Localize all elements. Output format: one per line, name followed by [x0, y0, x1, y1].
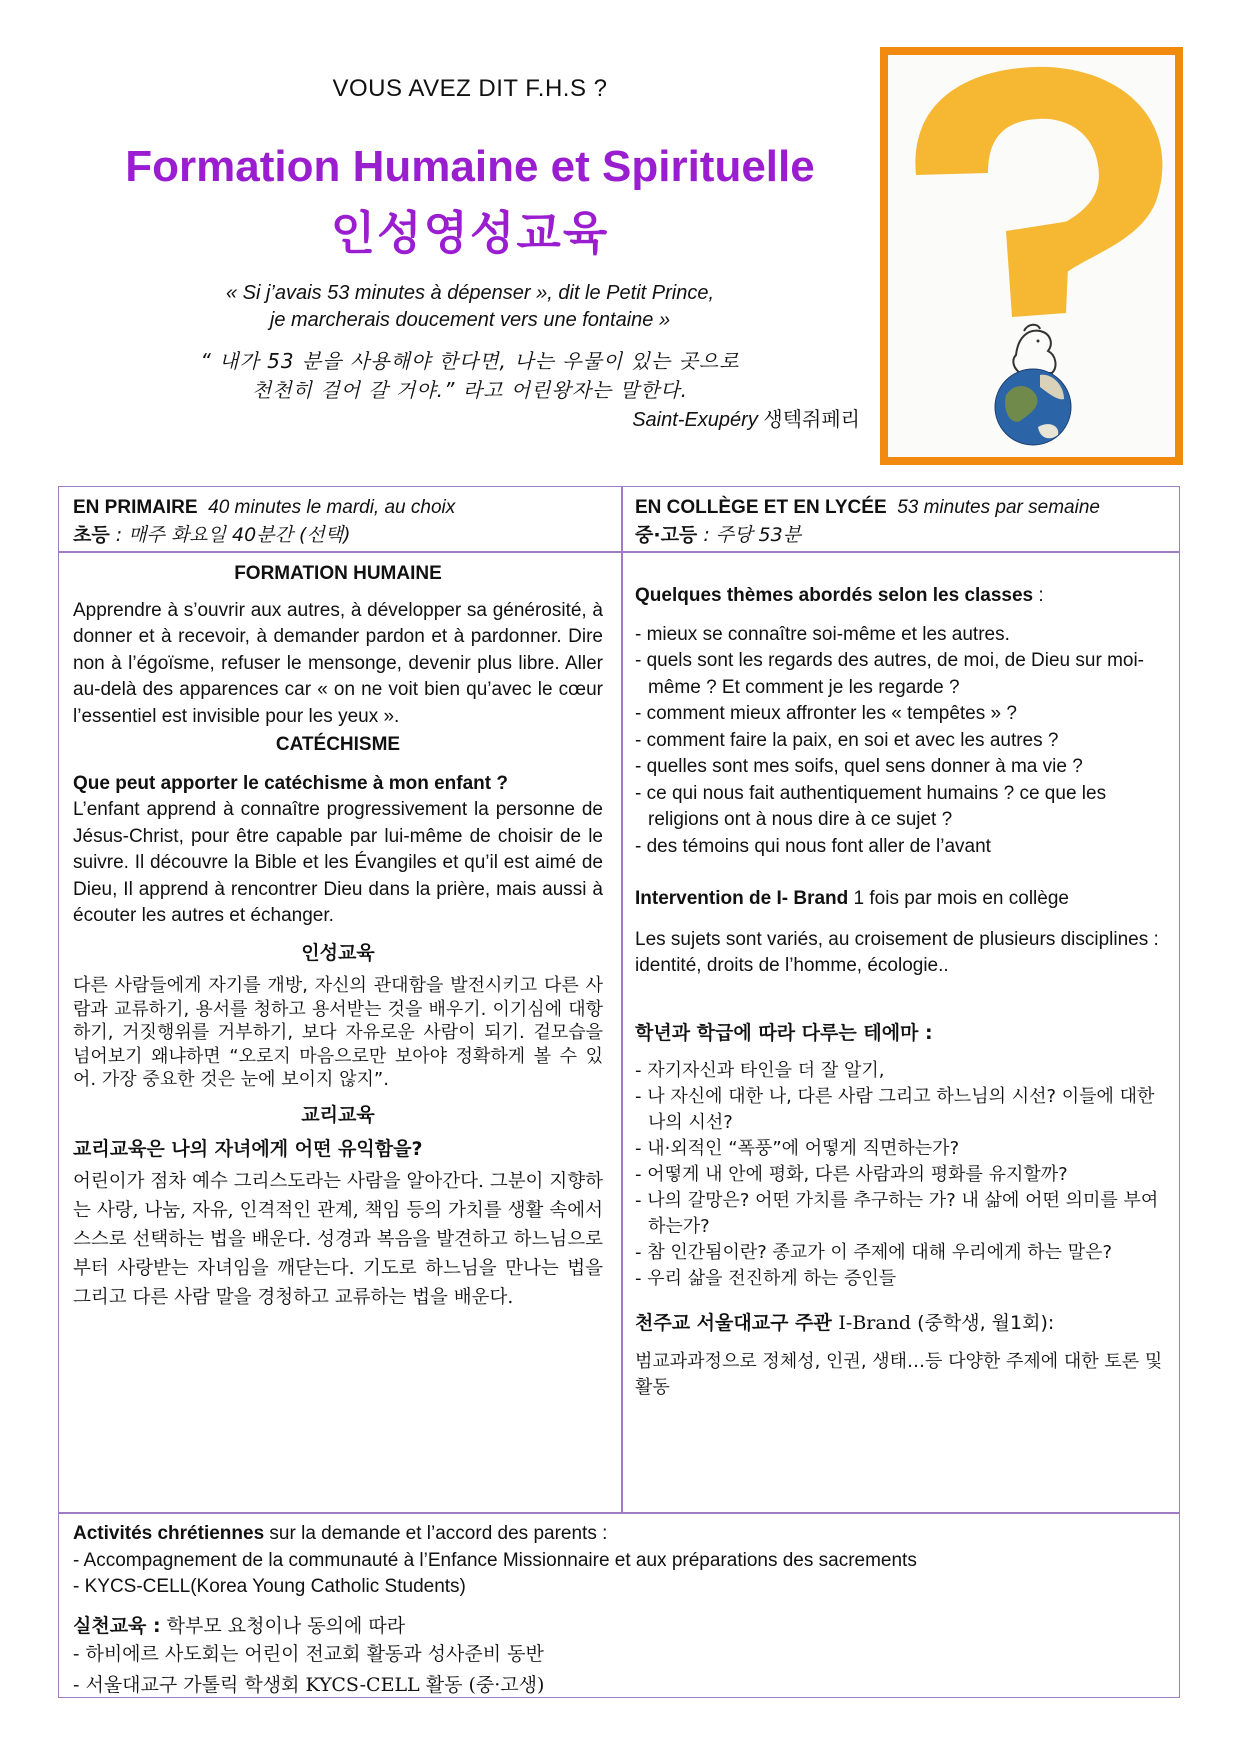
activities-title: Activités chrétiennes	[73, 1523, 265, 1544]
list-item: - 자기자신과 타인을 더 잘 알기,	[635, 1060, 885, 1081]
themes-list	[635, 622, 1165, 861]
ko-activities-title: 실천교육 :	[73, 1614, 161, 1637]
primary-detail: 40 minutes le mardi, au choix	[208, 497, 456, 518]
list-item: - quels sont les regards des autres, de moi, de Dieu sur moi-même ? Et comment je les regarde ?	[635, 650, 1145, 698]
question-mark-illustration	[888, 55, 1175, 457]
ibrand-detail: 1 fois par mois en collège	[848, 888, 1069, 909]
page-title-fr: Formation Humaine et Spirituelle	[125, 142, 815, 191]
primary-header	[73, 495, 613, 548]
cat-text: L’enfant apprend à connaître progressivement la personne de Jésus-Christ, pour être capable par lui-même de choisir de le suivre. Il découvre la Bible et les Évangiles et qu’il est aimé de Dieu, Il apprend à rencontrer Dieu dans la prière, mais aussi à écouter les autres et échanger.	[73, 799, 603, 926]
list-item: - comment faire la paix, en soi et avec les autres ?	[635, 729, 1059, 751]
ko-cat-question: 교리교육은 나의 자녀에게 어떤 유익함을?	[73, 1138, 423, 1160]
activities-row-divider	[59, 1512, 1179, 1514]
list-item: - 하비에르 사도회는 어린이 전교회 활동과 성사준비 동반	[73, 1643, 544, 1665]
ko-activities-title-row	[73, 1613, 1163, 1640]
question-mark-picture	[880, 47, 1183, 465]
secondary-header	[635, 495, 1175, 548]
globe-icon	[995, 369, 1071, 445]
list-item: - 서울대교구 가톨릭 학생회 KYCS-CELL 활동 (중·고생)	[73, 1674, 545, 1696]
quote-author	[560, 403, 860, 432]
quote-fr	[90, 280, 850, 334]
secondary-ko-label: 중·고등	[635, 523, 698, 546]
ibrand-text: Les sujets sont variés, au croisement de plusieurs disciplines : identité, droits de l’homme, écologie..	[635, 928, 1159, 976]
page-title-ko: 인성영성교육	[330, 206, 610, 260]
secondary-ko-detail: : 주당 53분	[703, 523, 802, 546]
quote-fr-line-2: je marcherais doucement vers une fontaine »	[269, 309, 671, 331]
ko-activities-title-rest: 학부모 요청이나 동의에 따라	[160, 1614, 406, 1637]
secondary-label: EN COLLÈGE ET EN LYCÉE	[635, 497, 887, 518]
quote-ko-line-2: 천천히 걸어 갈 거야.” 라고 어린왕자는 말한다.	[252, 378, 688, 402]
primary-body	[73, 561, 603, 1312]
secondary-header-fr	[635, 495, 1175, 522]
ibrand-title: Intervention de I- Brand	[635, 888, 849, 909]
quote-ko	[90, 347, 850, 405]
list-item: - 우리 삶을 전진하게 하는 증인들	[635, 1268, 897, 1289]
list-item: - mieux se connaître soi-même et les autres.	[635, 623, 1010, 645]
themes-title: Quelques thèmes abordés selon les classes	[635, 585, 1034, 606]
activities-section	[73, 1521, 1163, 1701]
list-item: - 참 인간됨이란? 종교가 이 주제에 대해 우리에게 하는 말은?	[635, 1242, 1113, 1263]
list-item: - KYCS-CELL(Korea Young Catholic Students)	[73, 1576, 466, 1597]
author-ko: 생텍쥐페리	[763, 407, 860, 431]
cat-question: Que peut apporter le catéchisme à mon enfant ?	[73, 772, 508, 794]
fh-title: FORMATION HUMAINE	[234, 563, 442, 584]
kicker-heading: VOUS AVEZ DIT F.H.S ?	[332, 75, 608, 102]
list-item: - 어떻게 내 안에 평화, 다른 사람과의 평화를 유지할까?	[635, 1164, 1068, 1185]
list-item: - des témoins qui nous font aller de l’avant	[635, 835, 991, 857]
list-item: - comment mieux affronter les « tempêtes » ?	[635, 703, 1017, 724]
ko-ibrand-name: I-Brand	[838, 1312, 912, 1334]
question-mark-stem	[1006, 221, 1070, 317]
fh-text: Apprendre à s’ouvrir aux autres, à développer sa générosité, à donner et à recevoir, à demander pardon et à pardonner. Dire non à l’égoïsme, refuser le mensonge, devenir plus libre. Aller au-delà des apparences car « on ne voit bien qu’avec le cœur l’essentiel est invisible pour les yeux ».	[73, 599, 603, 727]
secondary-header-ko	[635, 522, 1175, 549]
author-fr: Saint-Exupéry	[632, 409, 758, 431]
list-item: - Accompagnement de la communauté à l’Enfance Missionnaire et aux préparations des sacrements	[73, 1549, 917, 1571]
list-item: - 나 자신에 대한 나, 다른 사람 그리고 하느님의 시선? 이들에 대한 나의 시선?	[635, 1086, 1155, 1133]
list-item: - 나의 갈망은? 어떤 가치를 추구하는 가? 내 삶에 어떤 의미를 부여하는가?	[635, 1190, 1159, 1237]
list-item: - 내·외적인 “폭풍”에 어떻게 직면하는가?	[635, 1138, 960, 1159]
list-item: - ce qui nous fait authentiquement humains ? ce que les religions ont à nous dire à ce sujet ?	[635, 782, 1107, 830]
secondary-body	[635, 583, 1165, 1401]
ko-ibrand-title: 천주교 서울대교구 주관	[635, 1312, 839, 1334]
ibrand-row	[635, 886, 1165, 913]
quote-fr-line-1: « Si j’avais 53 minutes à dépenser », dit le Petit Prince,	[225, 282, 715, 304]
little-prince-figure	[1013, 325, 1055, 373]
themes-title-row	[635, 583, 1165, 610]
secondary-detail: 53 minutes par semaine	[897, 497, 1100, 518]
ko-cat-title: 교리교육	[301, 1103, 375, 1126]
ko-ibrand-detail: (중학생, 월1회):	[911, 1312, 1055, 1334]
ko-ibrand-text: 범교과과정으로 정체성, 인권, 생태…등 다양한 주제에 대한 토론 및 활동	[635, 1350, 1163, 1398]
ko-themes-title: 학년과 학급에 따라 다루는 테에마 :	[635, 1021, 933, 1044]
ko-fh-title: 인성교육	[301, 941, 375, 964]
activities-title-row	[73, 1521, 1163, 1548]
column-divider	[621, 487, 623, 1512]
primary-ko-detail: : 매주 화요일 40분간 (선택)	[115, 523, 351, 546]
ko-ibrand-row	[635, 1310, 1165, 1337]
header-row-divider	[59, 551, 1179, 553]
ko-fh-text: 다른 사람들에게 자기를 개방, 자신의 관대함을 발전시키고 다른 사람과 교류하기, 용서를 청하고 용서받는 것을 배우기. 이기심에 대항하기, 거짓행위를 거부하기, 보다 자유로운 사람이 되기. 겉모습을 넘어보기 왜냐하면 “오로지 마음으로만 보아야 정확하게 볼 수 있어. 가장 중요한 것은 눈에 보이지 않지”.	[73, 975, 603, 1090]
primary-label: EN PRIMAIRE	[73, 497, 198, 518]
activities-title-rest: sur la demande et l’accord des parents :	[264, 1523, 608, 1544]
primary-header-ko	[73, 522, 613, 549]
list-item: - quelles sont mes soifs, quel sens donner à ma vie ?	[635, 756, 1083, 777]
ko-themes-list	[635, 1058, 1165, 1292]
themes-colon: :	[1033, 585, 1044, 606]
quote-ko-line-1: “ 내가 53 분을 사용해야 한다면, 나는 우물이 있는 곳으로	[200, 349, 740, 373]
program-table	[58, 486, 1180, 1698]
primary-ko-label: 초등	[73, 523, 110, 546]
primary-header-fr	[73, 495, 613, 522]
ko-cat-text: 어린이가 점차 예수 그리스도라는 사람을 알아간다. 그분이 지향하는 사랑, 나눔, 자유, 인격적인 관계, 책임 등의 가치를 생활 속에서 스스로 선택하는 법을 배운다. 성경과 복음을 발견하고 하느님으로부터 사랑받는 자녀임을 깨닫는다. 기도로 하느님을 만나는 법을 그리고 다른 사람 말을 경청하고 교류하는 법을 배운다.	[73, 1170, 603, 1308]
cat-title: CATÉCHISME	[275, 734, 401, 755]
